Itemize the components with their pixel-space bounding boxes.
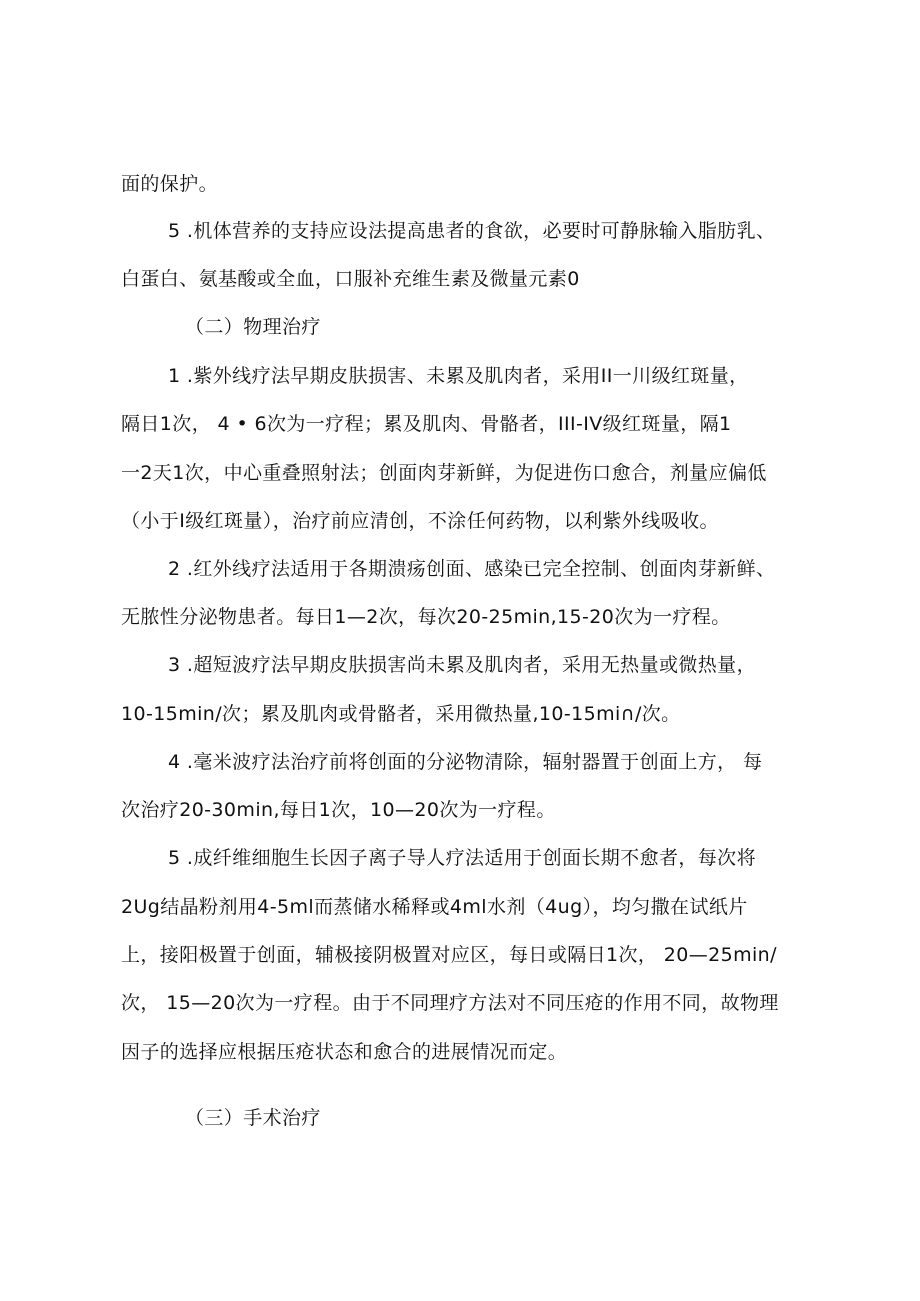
list-item-3-ultrashortwave-therapy: 3 .超短波疗法早期皮肤损害尚未累及肌肉者，采用无热量或微热量， (168, 654, 756, 676)
text-line-18: 次， 15—20次为一疗程。由于不同理疗方法对不同压疮的作用不同，故物理 (121, 992, 779, 1014)
text-line-16: 2Ug结晶粉剂用4-5ml而蒸储水稀释或4ml水剂（4ug），均匀撒在试纸片 (121, 896, 748, 918)
list-item-1-uv-therapy: 1 .紫外线疗法早期皮肤损害、未累及肌肉者，采用II一川级红斑量， (168, 365, 749, 387)
list-item-5-nutrition: 5 .机体营养的支持应设法提高患者的食欲，必要时可静脉输入脂肪乳、 (168, 220, 776, 242)
text-line-19: 因子的选择应根据压疮状态和愈合的进展情况而定。 (121, 1041, 568, 1063)
list-item-4-millimeter-wave-therapy: 4 .毫米波疗法治疗前将创面的分泌物清除，辐射器置于创面上方， 每 (168, 751, 763, 773)
text-line-12: 10-15min/次；累及肌肉或骨骼者，采用微热量,10-15mi∩/次。 (121, 703, 681, 725)
text-line-14: 次治疗20-30min,每日1次，10—20次为一疗程。 (121, 799, 556, 821)
section-heading-surgical-treatment: （三）手术治疗 (185, 1107, 321, 1129)
text-line-3: 白蛋白、氨基酸或全血，口服补充维生素及微量元素0 (121, 268, 580, 290)
text-line-8: （小于I级红斑量），治疗前应清创，不涂任何药物，以利紫外线吸收。 (121, 510, 719, 532)
text-line-6: 隔日1次， 4 • 6次为一疗程；累及肌肉、骨骼者，III-IV级红斑量，隔1 (121, 413, 732, 435)
text-line-17: 上，接阳极置于创面，辅极接阴极置对应区，每日或隔日1次， 20—25min∕ (121, 944, 777, 966)
text-line-10: 无脓性分泌物患者。每日1—2次，每次20-25min,15-20次为一疗程。 (121, 606, 731, 628)
list-item-5-fgf-iontophoresis: 5 .成纤维细胞生长因子离子导人疗法适用于创面长期不愈者，每次将 (168, 847, 756, 869)
text-line-1: 面的保护。 (121, 173, 219, 195)
section-heading-physical-therapy: （二）物理治疗 (185, 316, 321, 338)
list-item-2-infrared-therapy: 2 .红外线疗法适用于各期溃疡创面、感染已完全控制、创面肉芽新鲜、 (168, 558, 776, 580)
text-line-7: 一2天1次，中心重叠照射法；创面肉芽新鲜，为促进伤口愈合，剂量应偏低 (121, 462, 767, 484)
